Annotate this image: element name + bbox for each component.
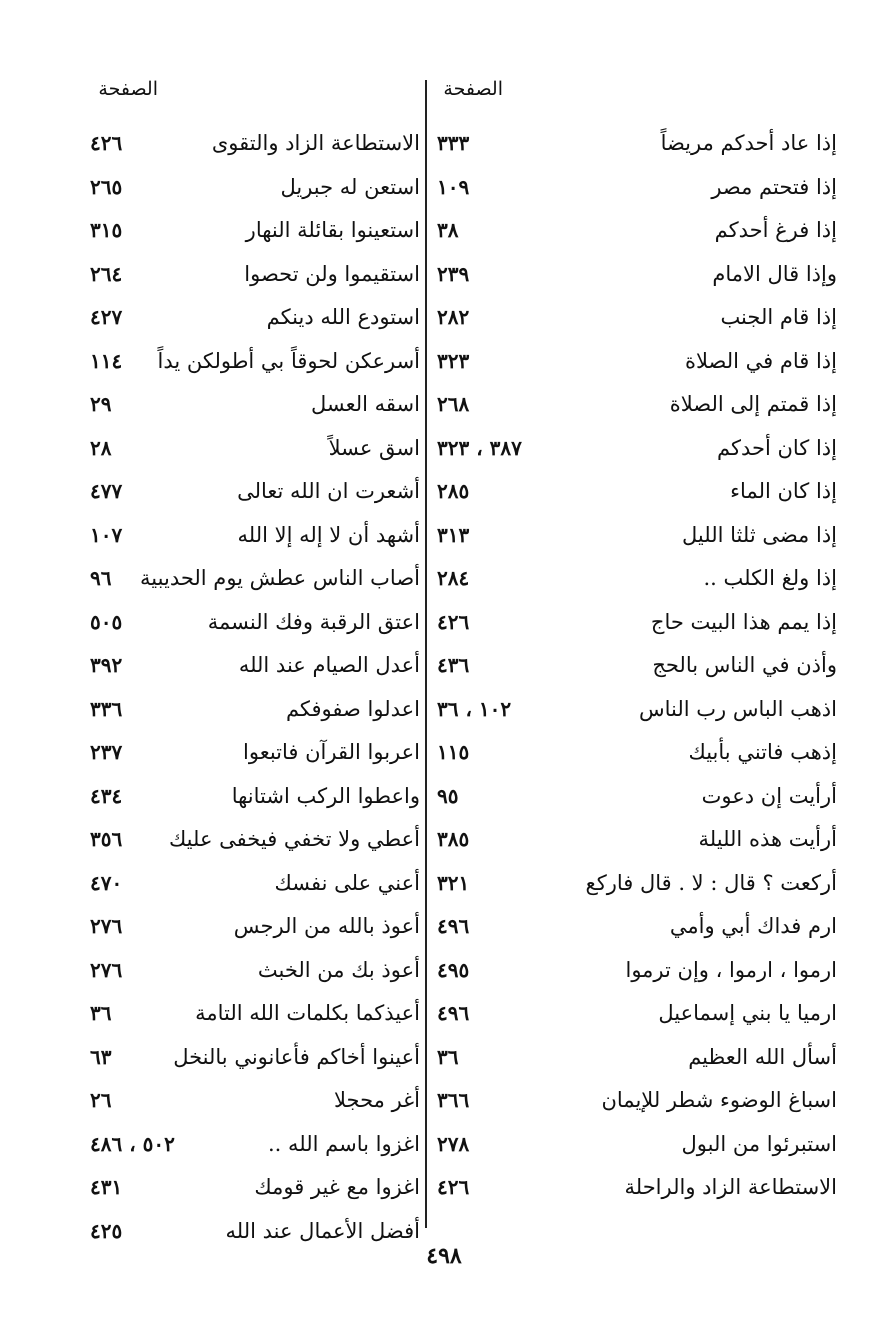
index-entry [90,777,420,821]
entry-page-numbers: ٢٧٦ [90,957,123,982]
index-entry [90,124,420,168]
entry-phrase: إذا فرغ أحدكم [714,218,837,242]
entry-phrase: اذهب الباس رب الناس [638,696,837,721]
entry-page-numbers: ٤٢٦ [437,1175,470,1199]
index-entry [90,820,420,864]
entry-phrase: إذهب فاتني بأبيك [688,740,837,764]
entry-page-numbers: ٤٣١ [90,1175,123,1199]
index-entry [437,994,837,1038]
entry-page-numbers: ٣٢١ [437,870,470,895]
entry-phrase: أركعت ؟ قال : لا . قال فاركع [585,870,837,895]
entry-page-numbers: ٤٩٦ [437,1001,470,1025]
index-entry [90,864,420,908]
index-entry [90,603,420,647]
entry-phrase: إذا يمم هذا البيت حاج [650,609,837,634]
entry-page-numbers: ٢٨٢ [437,305,470,329]
entry-page-numbers: ٤٢٧ [90,305,123,329]
entry-phrase: استعن له جبريل [280,174,420,199]
entry-phrase: أعوذ بالله من الرجس [233,914,420,938]
entry-phrase: استودع الله دينكم [266,305,420,329]
entry-phrase: أعينوا أخاكم فأعانوني بالنخل [173,1044,420,1069]
index-entry [90,429,420,473]
entry-page-numbers: ١١٥ [437,740,470,764]
index-entry [437,1168,837,1212]
right-index-column [437,124,837,1212]
index-entry [90,168,420,212]
entry-page-numbers: ٣١٣ [437,522,470,547]
entry-page-numbers: ٣٨٥ [437,827,470,851]
entry-page-numbers: ٤٣٤ [90,783,123,808]
entry-phrase: أعيذكما بكلمات الله التامة [195,1001,420,1025]
entry-phrase: إذا فتحتم مصر [711,174,837,199]
index-entry [437,603,837,647]
left-index-column [90,124,420,1255]
entry-page-numbers: ٤٢٦ [437,609,470,634]
index-entry [90,1125,420,1169]
index-entry [90,516,420,560]
index-entry [90,255,420,299]
entry-page-numbers: ١١٤ [90,348,123,373]
entry-page-numbers: ٢٨٥ [437,479,470,503]
index-entry [437,298,837,342]
index-entry [437,777,837,821]
entry-page-numbers: ٣٣٣ [437,131,470,155]
index-entry [90,1038,420,1082]
entry-phrase: ارميا يا بني إسماعيل [658,1001,837,1025]
entry-page-numbers: ٣٨ [437,218,459,242]
entry-phrase: أعوذ بك من الخبث [257,957,420,982]
index-entry [90,994,420,1038]
index-entry [437,820,837,864]
index-entry [90,385,420,429]
index-entry [437,864,837,908]
index-entry [90,951,420,995]
entry-phrase: ارم فداك أبي وأمي [669,914,837,938]
index-entry [437,690,837,734]
entry-page-numbers: ٢٦٥ [90,174,123,199]
entry-page-numbers: ٢٦٨ [437,392,470,416]
index-entry [437,733,837,777]
entry-phrase: أعني على نفسك [274,870,420,895]
entry-page-numbers: ٢٣٧ [90,740,123,764]
index-entry [437,429,837,473]
left-column-header: الصفحة [98,78,158,100]
index-entry [90,342,420,386]
entry-page-numbers: ٣١٥ [90,218,123,242]
entry-phrase: أصاب الناس عطش يوم الحديبية [140,566,420,590]
entry-phrase: أعدل الصيام عند الله [238,653,420,677]
index-entry [90,690,420,734]
entry-phrase: واعطوا الركب اشتانها [231,783,420,808]
entry-page-numbers: ٤٢٦ [90,131,123,155]
entry-page-numbers: ٢٧٦ [90,914,123,938]
index-entry [437,255,837,299]
right-column-header: الصفحة [443,78,503,100]
entry-phrase: أسرعكن لحوقاً بي أطولكن يداً [157,348,420,373]
index-entry [437,168,837,212]
index-entry [437,646,837,690]
index-entry [437,559,837,603]
entry-phrase: وإذا قال الامام [712,261,837,286]
entry-phrase: أرأيت إن دعوت [701,783,837,808]
entry-page-numbers: ٤٧٠ [90,870,123,895]
entry-phrase: إذا قمتم إلى الصلاة [669,392,837,416]
entry-page-numbers: ١٠٢ ، ٣٦ [437,696,512,721]
index-entry [437,1038,837,1082]
entry-page-numbers: ٩٥ [437,783,459,808]
index-entry [90,211,420,255]
entry-phrase: وأذن في الناس بالحج [652,653,837,677]
index-entry [90,733,420,777]
entry-page-numbers: ٤٩٦ [437,914,470,938]
entry-page-numbers: ٥٠٢ ، ٤٨٦ [90,1131,175,1156]
entry-page-numbers: ٢٦٤ [90,261,123,286]
index-entry [437,124,837,168]
entry-phrase: استعينوا بقائلة النهار [245,218,420,242]
entry-page-numbers: ١٠٧ [90,522,123,547]
entry-phrase: أشهد أن لا إله إلا الله [237,522,420,547]
entry-page-numbers: ٤٢٥ [90,1218,123,1243]
entry-page-numbers: ٢٦ [90,1088,112,1112]
index-entry [437,1081,837,1125]
entry-phrase: اعربوا القرآن فاتبعوا [243,740,420,764]
entry-page-numbers: ٢٧٨ [437,1131,470,1156]
entry-phrase: أفضل الأعمال عند الله [225,1218,420,1243]
index-entry [90,1168,420,1212]
entry-page-numbers: ١٠٩ [437,174,470,199]
entry-phrase: اغزوا مع غير قومك [254,1175,420,1199]
index-entry [437,385,837,429]
entry-page-numbers: ٩٦ [90,566,112,590]
entry-page-numbers: ٣٦ [437,1044,459,1069]
entry-page-numbers: ٤٣٦ [437,653,470,677]
entry-page-numbers: ٣٨٧ ، ٣٢٣ [437,435,522,460]
entry-phrase: اسباغ الوضوء شطر للإيمان [601,1088,837,1112]
entry-phrase: إذا كان أحدكم [716,435,837,460]
index-entry [90,646,420,690]
index-entry [90,559,420,603]
entry-phrase: إذا قام في الصلاة [684,348,837,373]
entry-phrase: إذا كان الماء [730,479,837,503]
entry-page-numbers: ٣٦ [90,1001,112,1025]
page-number: ٤٩٨ [426,1243,462,1269]
entry-phrase: اغزوا باسم الله .. [267,1131,420,1156]
entry-phrase: إذا مضى ثلثا الليل [682,522,837,547]
index-entry [437,1125,837,1169]
entry-phrase: ارموا ، ارموا ، وإن ترموا [625,957,837,982]
index-entry [437,472,837,516]
entry-page-numbers: ٣٣٦ [90,696,123,721]
entry-phrase: الاستطاعة الزاد والتقوى [211,131,420,155]
entry-phrase: أعطي ولا تخفي فيخفى عليك [168,827,420,851]
entry-page-numbers: ٦٣ [90,1044,112,1069]
index-entry [437,951,837,995]
entry-page-numbers: ٢٨٤ [437,566,470,590]
entry-phrase: إذا عاد أحدكم مريضاً [660,131,837,155]
entry-phrase: اسقه العسل [311,392,420,416]
entry-phrase: أشعرت ان الله تعالى [237,479,420,503]
entry-page-numbers: ٣٩٢ [90,653,123,677]
entry-phrase: اعدلوا صفوفكم [285,696,420,721]
entry-phrase: أرأيت هذه الليلة [698,827,837,851]
index-entry [90,1081,420,1125]
entry-phrase: أسأل الله العظيم [688,1044,837,1069]
entry-page-numbers: ٢٩ [90,392,112,416]
index-entry [437,342,837,386]
entry-page-numbers: ٣٦٦ [437,1088,470,1112]
entry-page-numbers: ٢٨ [90,435,112,460]
entry-phrase: أغر محجلا [334,1088,420,1112]
entry-page-numbers: ٣٢٣ [437,348,470,373]
index-entry [437,907,837,951]
index-entry [437,516,837,560]
entry-page-numbers: ٥٠٥ [90,609,123,634]
entry-phrase: اسق عسلاً [328,435,420,460]
index-entry [90,298,420,342]
index-entry [437,211,837,255]
index-entry [90,472,420,516]
entry-page-numbers: ٤٩٥ [437,957,470,982]
index-entry [90,907,420,951]
entry-phrase: اعتق الرقبة وفك النسمة [207,609,420,634]
entry-phrase: إذا ولغ الكلب .. [703,566,837,590]
column-divider [425,80,427,1228]
entry-phrase: استقيموا ولن تحصوا [244,261,420,286]
entry-page-numbers: ٢٣٩ [437,261,470,286]
entry-phrase: إذا قام الجنب [720,305,837,329]
entry-page-numbers: ٣٥٦ [90,827,123,851]
entry-page-numbers: ٤٧٧ [90,479,123,503]
entry-phrase: الاستطاعة الزاد والراحلة [624,1175,837,1199]
entry-phrase: استبرئوا من البول [681,1131,837,1156]
